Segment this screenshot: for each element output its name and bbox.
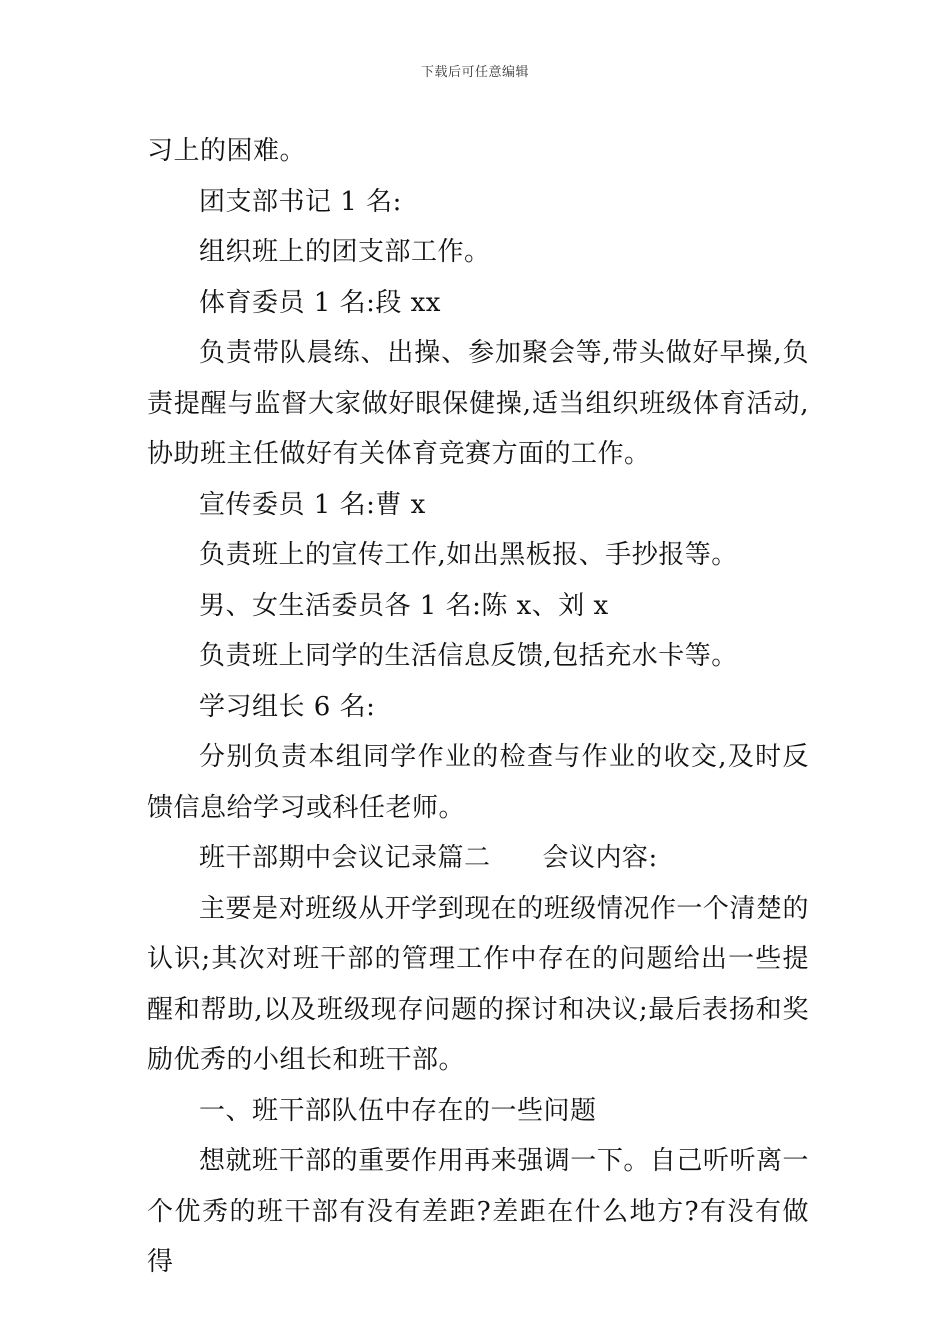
role-heading-life-committee: 男、女生活委员各 1 名:陈 x、刘 x	[199, 590, 609, 621]
role-heading-publicity-committee: 宣传委员 1 名:曹 x	[199, 489, 426, 520]
meeting-summary-paragraph: 主要是对班级从开学到现在的班级情况作一个清楚的认识;其次对班干部的管理工作中存在的问题给出一些提醒和帮助,以及班级现存问题的探讨和决议;最后表扬和奖励优秀的小组长和班干部。	[147, 893, 809, 1075]
role-description-publicity-committee: 负责班上的宣传工作,如出黑板报、手抄报等。	[199, 540, 738, 570]
role-description-study-leaders: 分别负责本组同学作业的检查与作业的收交,及时反馈信息给学习或科任老师。	[147, 742, 809, 823]
role-description-sports-committee: 负责带队晨练、出操、参加聚会等,带头做好早操,负责提醒与监督大家做好眼保健操,适当组织班级体育活动,协助班主任做好有关体育竞赛方面的工作。	[147, 338, 809, 469]
role-heading-study-leaders: 学习组长 6 名:	[199, 691, 376, 722]
document-body	[147, 126, 809, 1288]
role-heading-sports-committee: 体育委员 1 名:段 xx	[199, 287, 441, 318]
meeting-content-label: 会议内容:	[542, 843, 658, 873]
role-heading-league-secretary: 团支部书记 1 名:	[199, 186, 402, 217]
subsection-heading: 一、班干部队伍中存在的一些问题	[199, 1095, 597, 1126]
role-description-life-committee: 负责班上同学的生活信息反馈,包括充水卡等。	[199, 641, 738, 671]
role-description-league-secretary: 组织班上的团支部工作。	[199, 237, 491, 267]
section-title: 班干部期中会议记录篇二	[199, 843, 491, 873]
section-title-line	[147, 833, 809, 884]
body-paragraph: 想就班干部的重要作用再来强调一下。自己听听离一个优秀的班干部有没有差距?差距在什么地方?有没有做得	[147, 1146, 809, 1277]
paragraph-continuation: 习上的困难。	[147, 136, 307, 166]
page-header-note: 下载后可任意编辑	[420, 65, 529, 80]
